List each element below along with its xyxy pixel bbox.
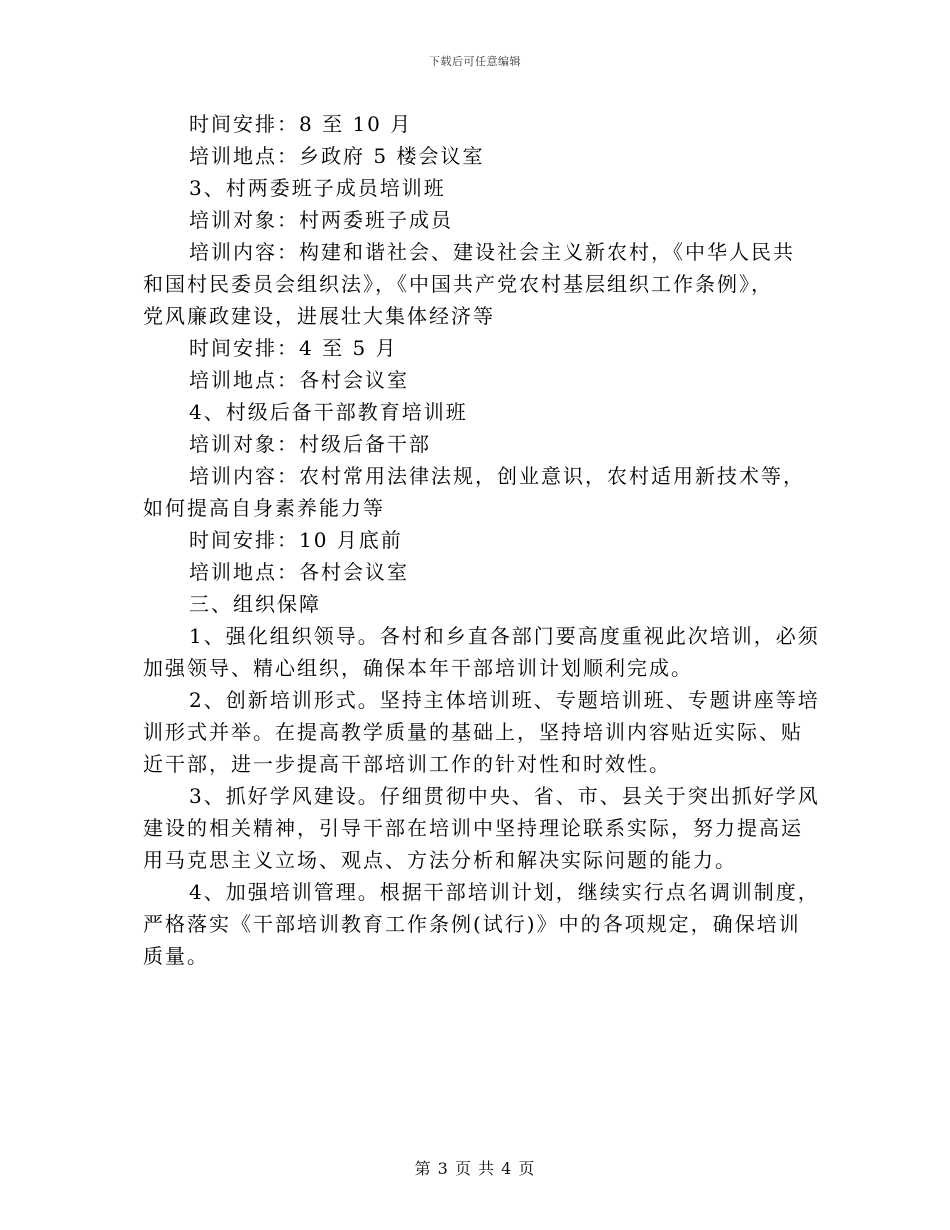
text-line: 培训对象：村级后备干部: [189, 432, 431, 456]
text-line: 如何提高自身素养能力等: [143, 496, 385, 520]
text-line: 时间安排：10 月底前: [189, 528, 403, 552]
text-line: 培训内容：农村常用法律法规，创业意识，农村适用新技术等，: [189, 464, 805, 488]
section-heading: 3、村两委班子成员培训班: [189, 176, 446, 200]
text-line: 加强领导、精心组织，确保本年干部培训计划顺利完成。: [143, 656, 693, 680]
text-line: 培训地点：各村会议室: [189, 368, 409, 392]
header-note: 下载后可任意编辑: [429, 55, 521, 68]
text-line: 时间安排：4 至 5 月: [189, 336, 398, 360]
text-line: 3、抓好学风建设。仔细贯彻中央、省、市、县关于突出抓好学风: [189, 784, 820, 808]
text-line: 培训内容：构建和谐社会、建设社会主义新农村，《中华人民共: [189, 240, 795, 264]
text-line: 4、加强培训管理。根据干部培训计划，继续实行点名调训制度，: [189, 880, 820, 904]
text-line: 1、强化组织领导。各村和乡直各部门要高度重视此次培训，必须: [189, 624, 820, 648]
text-line: 2、创新培训形式。坚持主体培训班、专题培训班、专题讲座等培: [189, 688, 820, 712]
text-line: 建设的相关精神，引导干部在培训中坚持理论联系实际，努力提高运: [143, 816, 803, 840]
section-heading: 4、村级后备干部教育培训班: [189, 400, 468, 424]
page-number-footer: 第 3 页 共 4 页: [414, 1159, 536, 1178]
text-line: 培训地点：各村会议室: [189, 560, 409, 584]
text-line: 党风廉政建设，进展壮大集体经济等: [143, 304, 495, 328]
text-line: 严格落实《干部培训教育工作条例(试行)》中的各项规定，确保培训: [143, 912, 801, 936]
text-line: 质量。: [143, 944, 209, 968]
text-line: 训形式并举。在提高教学质量的基础上，坚持培训内容贴近实际、贴: [143, 720, 803, 744]
text-line: 培训对象：村两委班子成员: [189, 208, 453, 232]
document-body: [143, 108, 820, 972]
text-line: 用马克思主义立场、观点、方法分析和解决实际问题的能力。: [143, 848, 737, 872]
text-line: 时间安排：8 至 10 月: [189, 112, 413, 136]
section-heading: 三、组织保障: [189, 592, 321, 616]
text-line: 近干部，进一步提高干部培训工作的针对性和时效性。: [143, 752, 671, 776]
text-line: 培训地点：乡政府 5 楼会议室: [189, 144, 485, 168]
text-line: 和国村民委员会组织法》，《中国共产党农村基层组织工作条例》，: [143, 272, 773, 296]
